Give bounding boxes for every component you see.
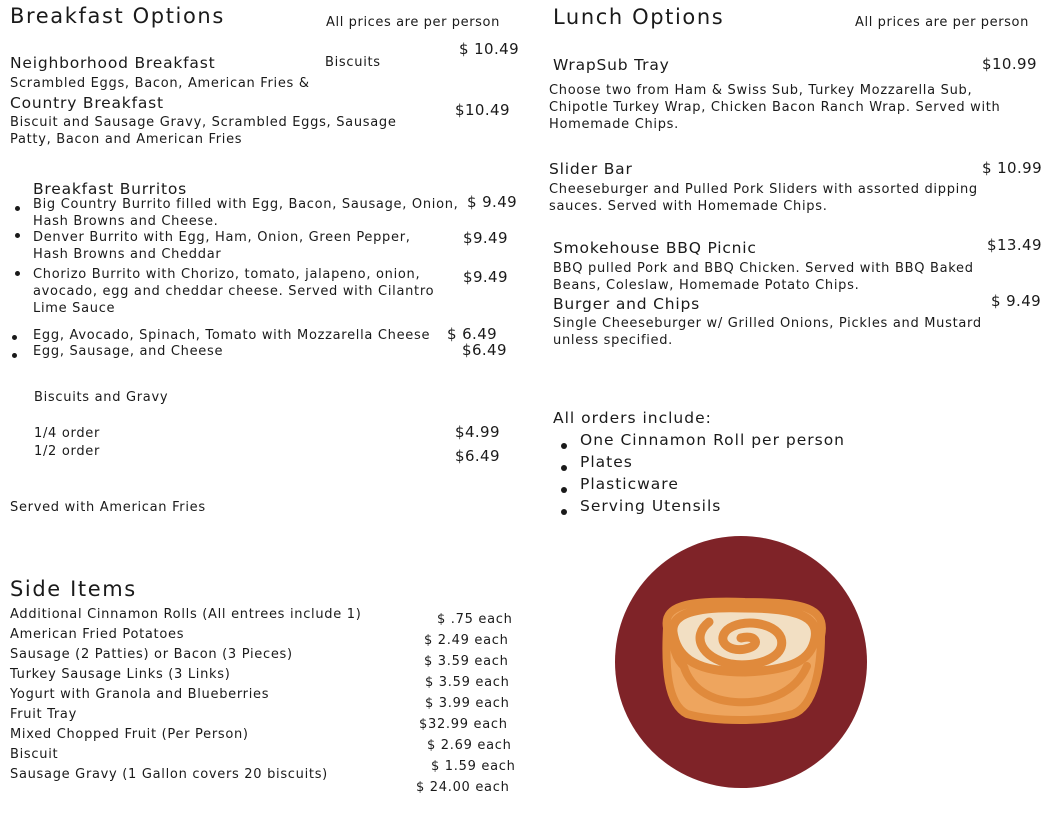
side-item-price: $ 3.59 each bbox=[425, 675, 510, 690]
bullet-icon bbox=[12, 335, 17, 340]
lunch-item-price: $10.99 bbox=[982, 55, 1037, 73]
bullet-icon bbox=[561, 487, 567, 493]
lunch-title: Lunch Options bbox=[553, 5, 725, 29]
biscuits-gravy-quarter-price: $4.99 bbox=[455, 423, 500, 441]
side-item-name: Additional Cinnamon Rolls (All entrees include 1) bbox=[10, 607, 362, 622]
includes-title: All orders include: bbox=[553, 409, 712, 427]
includes-item: One Cinnamon Roll per person bbox=[580, 431, 845, 449]
neighborhood-breakfast-name: Neighborhood Breakfast bbox=[10, 54, 216, 72]
lunch-item-price: $13.49 bbox=[987, 236, 1042, 254]
side-item-price: $ 3.99 each bbox=[425, 696, 510, 711]
bullet-icon bbox=[12, 353, 17, 358]
bullet-icon bbox=[15, 233, 20, 238]
side-item-price: $ 24.00 each bbox=[416, 780, 510, 795]
side-item-price: $ .75 each bbox=[437, 612, 513, 627]
lunch-item-name: WrapSub Tray bbox=[553, 56, 670, 74]
burrito-item-price: $9.49 bbox=[463, 229, 508, 247]
burritos-title: Breakfast Burritos bbox=[33, 180, 187, 198]
biscuits-gravy-half-price: $6.49 bbox=[455, 447, 500, 465]
country-breakfast-name: Country Breakfast bbox=[10, 94, 164, 112]
lunch-item-name: Smokehouse BBQ Picnic bbox=[553, 239, 757, 257]
side-item-name: Turkey Sausage Links (3 Links) bbox=[10, 667, 231, 682]
includes-item: Plates bbox=[580, 453, 633, 471]
side-item-price: $ 2.69 each bbox=[427, 738, 512, 753]
sandwich-item-desc: Egg, Sausage, and Cheese bbox=[33, 344, 224, 359]
burrito-item-desc: Denver Burrito with Egg, Ham, Onion, Green Pepper, Hash Browns and Cheddar bbox=[33, 230, 411, 262]
burrito-item-desc: Chorizo Burrito with Chorizo, tomato, jalapeno, onion, avocado, egg and cheddar cheese. Served with Cilantro Lime Sauce bbox=[33, 267, 435, 316]
side-item-price: $32.99 each bbox=[419, 717, 508, 732]
bullet-icon bbox=[15, 206, 20, 211]
neighborhood-breakfast-extra: Biscuits bbox=[325, 55, 381, 70]
includes-item: Plasticware bbox=[580, 475, 679, 493]
side-item-name: Fruit Tray bbox=[10, 707, 77, 722]
lunch-price-note: All prices are per person bbox=[855, 15, 1029, 30]
side-item-name: Biscuit bbox=[10, 747, 59, 762]
neighborhood-breakfast-price: $ 10.49 bbox=[459, 40, 520, 58]
burrito-item-desc: Big Country Burrito filled with Egg, Bacon, Sausage, Onion, Hash Browns and Cheese. bbox=[33, 197, 459, 229]
cinnamon-roll-icon bbox=[615, 536, 867, 788]
side-item-name: American Fried Potatoes bbox=[10, 627, 185, 642]
side-item-name: Mixed Chopped Fruit (Per Person) bbox=[10, 727, 249, 742]
side-item-name: Yogurt with Granola and Blueberries bbox=[10, 687, 270, 702]
side-item-name: Sausage Gravy (1 Gallon covers 20 biscuits) bbox=[10, 767, 328, 782]
breakfast-price-note: All prices are per person bbox=[326, 15, 500, 30]
bullet-icon bbox=[561, 465, 567, 471]
side-item-name: Sausage (2 Patties) or Bacon (3 Pieces) bbox=[10, 647, 293, 662]
side-item-price: $ 1.59 each bbox=[431, 759, 516, 774]
lunch-item-name: Slider Bar bbox=[549, 160, 633, 178]
burrito-item-price: $ 9.49 bbox=[467, 193, 518, 211]
side-item-price: $ 3.59 each bbox=[424, 654, 509, 669]
biscuits-gravy-quarter-label: 1/4 order bbox=[34, 426, 101, 441]
country-breakfast-price: $10.49 bbox=[455, 101, 510, 119]
breakfast-title: Breakfast Options bbox=[10, 4, 225, 28]
lunch-item-desc: Cheeseburger and Pulled Pork Sliders with assorted dipping sauces. Served with Homemade Chips. bbox=[549, 182, 978, 214]
biscuits-gravy-title: Biscuits and Gravy bbox=[34, 390, 169, 405]
sandwich-item-price: $6.49 bbox=[462, 341, 507, 359]
lunch-item-price: $ 10.99 bbox=[982, 159, 1043, 177]
includes-item: Serving Utensils bbox=[580, 497, 722, 515]
lunch-item-desc: BBQ pulled Pork and BBQ Chicken. Served with BBQ Baked Beans, Coleslaw, Homemade Potato Chips. bbox=[553, 261, 974, 293]
lunch-item-desc: Single Cheeseburger w/ Grilled Onions, Pickles and Mustard unless specified. bbox=[553, 316, 982, 348]
burrito-item-price: $9.49 bbox=[463, 268, 508, 286]
biscuits-gravy-half-label: 1/2 order bbox=[34, 444, 101, 459]
country-breakfast-desc: Biscuit and Sausage Gravy, Scrambled Eggs, Sausage Patty, Bacon and American Fries bbox=[10, 115, 397, 147]
logo-circle bbox=[615, 536, 867, 788]
bullet-icon bbox=[561, 443, 567, 449]
bullet-icon bbox=[561, 509, 567, 515]
lunch-item-desc: Choose two from Ham & Swiss Sub, Turkey Mozzarella Sub, Chipotle Turkey Wrap, Chicken Bacon Ranch Wrap. Served with Homemade Chips. bbox=[549, 83, 1001, 132]
neighborhood-breakfast-desc: Scrambled Eggs, Bacon, American Fries & bbox=[10, 76, 310, 91]
bullet-icon bbox=[15, 271, 20, 276]
sides-title: Side Items bbox=[10, 577, 137, 601]
lunch-item-name: Burger and Chips bbox=[553, 295, 700, 313]
sandwich-item-desc: Egg, Avocado, Spinach, Tomato with Mozzarella Cheese bbox=[33, 328, 431, 343]
served-with-note: Served with American Fries bbox=[10, 500, 206, 515]
sandwich-item-price: $ 6.49 bbox=[447, 325, 498, 343]
side-item-price: $ 2.49 each bbox=[424, 633, 509, 648]
lunch-item-price: $ 9.49 bbox=[991, 292, 1042, 310]
